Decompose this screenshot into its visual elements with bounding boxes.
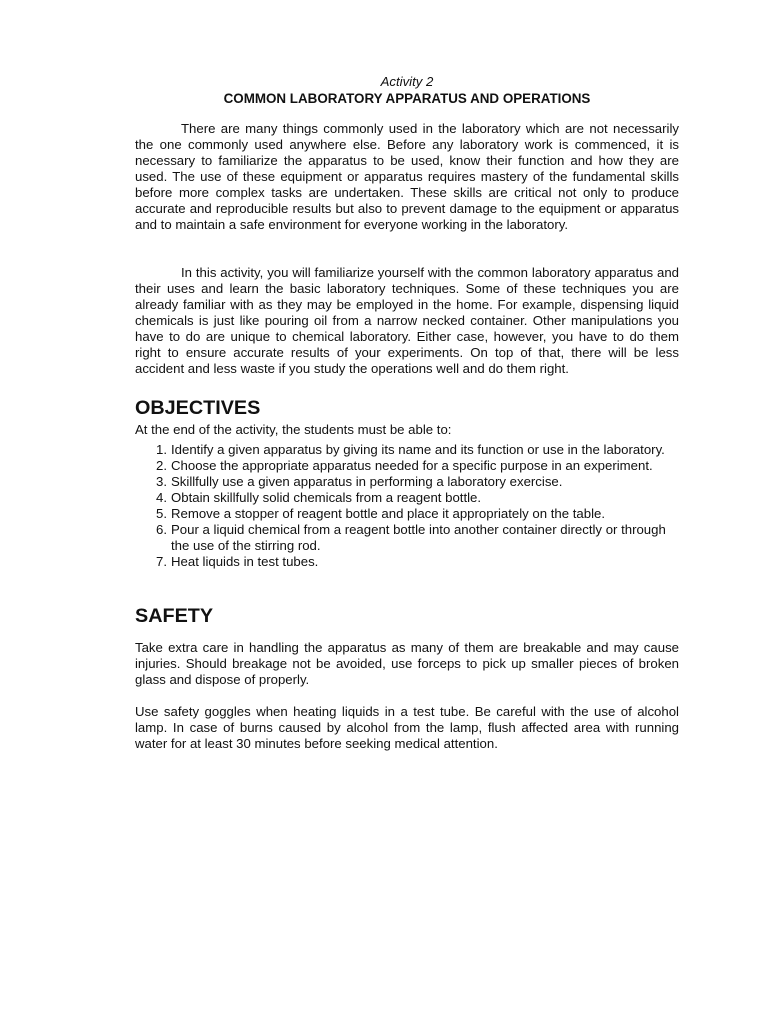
list-item-number: 1.	[156, 442, 167, 457]
document-title: COMMON LABORATORY APPARATUS AND OPERATIONS	[223, 91, 591, 106]
list-item	[156, 442, 679, 458]
list-item-text: Identify a given apparatus by giving its name and its function or use in the laboratory.	[171, 442, 665, 457]
list-item	[156, 474, 679, 490]
list-item	[156, 522, 679, 554]
intro-paragraph-1: There are many things commonly used in the laboratory which are not necessarily the one commonly used anywhere else. Before any laboratory work is commenced, it is necessary to familiarize the apparatus to be used, know their function and how they are used. The use of these equipment or apparatus requires mastery of the fundamental skills before more complex tasks are undertaken. These skills are critical not only to produce accurate and reproducible results but also to prevent damage to the equipment or apparatus and to maintain a safe environment for everyone working in the laboratory.	[135, 121, 679, 232]
list-item	[156, 506, 679, 522]
list-item-number: 2.	[156, 458, 167, 473]
safety-paragraph-2: Use safety goggles when heating liquids in a test tube. Be careful with the use of alcohol lamp. In case of burns caused by alcohol from the lamp, flush affected area with running water for at least 30 minutes before seeking medical attention.	[135, 704, 679, 751]
list-item	[156, 554, 679, 570]
objectives-lead-in: At the end of the activity, the students must be able to:	[135, 422, 452, 437]
list-item-number: 3.	[156, 474, 167, 489]
list-item-number: 7.	[156, 554, 167, 569]
objectives-heading: OBJECTIVES	[135, 397, 261, 419]
objectives-list	[135, 442, 679, 570]
activity-label: Activity 2	[380, 74, 434, 89]
list-item-text: Pour a liquid chemical from a reagent bottle into another container directly or through the use of the stirring rod.	[171, 522, 666, 553]
document-page	[135, 74, 679, 752]
list-item-text: Skillfully use a given apparatus in performing a laboratory exercise.	[171, 474, 563, 489]
list-item-text: Remove a stopper of reagent bottle and place it appropriately on the table.	[171, 506, 606, 521]
list-item	[156, 458, 679, 474]
list-item	[156, 490, 679, 506]
list-item-number: 4.	[156, 490, 167, 505]
list-item-text: Obtain skillfully solid chemicals from a reagent bottle.	[171, 490, 482, 505]
intro-paragraph-2: In this activity, you will familiarize yourself with the common laboratory apparatus and their uses and learn the basic laboratory techniques. Some of these techniques you are already familiar with as they may be employed in the home. For example, dispensing liquid chemicals is just like pouring oil from a narrow necked container. Other manipulations you have to do are unique to chemical laboratory. Either case, however, you have to do them right to ensure accurate results of your experiments. On top of that, there will be less accident and less waste if you study the operations well and do them right.	[135, 265, 679, 376]
list-item-number: 6.	[156, 522, 167, 537]
list-item-number: 5.	[156, 506, 167, 521]
safety-paragraph-1: Take extra care in handling the apparatus as many of them are breakable and may cause injuries. Should breakage not be avoided, use forceps to pick up smaller pieces of broken glass and dispose of properly.	[135, 640, 679, 687]
list-item-text: Choose the appropriate apparatus needed for a specific purpose in an experiment.	[171, 458, 653, 473]
list-item-text: Heat liquids in test tubes.	[171, 554, 319, 569]
safety-heading: SAFETY	[135, 605, 214, 627]
